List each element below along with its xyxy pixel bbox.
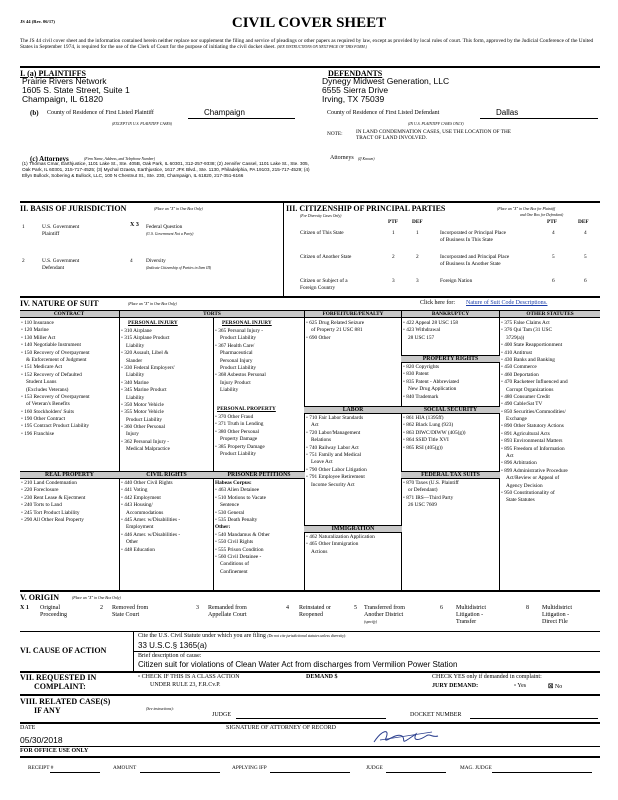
- nature-of-suit-title: IV. NATURE OF SUIT: [20, 299, 99, 308]
- contract-list: ▫ 110 Insurance ▫ 120 Marine ▫ 130 Miller Act ▫ 140 Negotiable Instrument ▫ 150 Recovery of Overpayment & Enforcement of Judgment ▫ 151 Medicare Act ▫ 152 Recovery of Defaulted Student Loans (Excludes Veterans) ▫ 153 Recovery of Overpayment of Veteran's Benefits ▫ 160 Stockholders' Suits ▫ 190 Other Contract ▫ 195 Contract Product Liability ▫ 196 Franchise: [21, 320, 118, 438]
- page-title: CIVIL COVER SHEET: [231, 15, 387, 31]
- nos-560[interactable]: ▫ 560 Civil Detainee -: [215, 553, 262, 560]
- nos-423[interactable]: ▫ 423 Withdrawal: [403, 327, 441, 334]
- class-action-checkbox[interactable]: ▫ CHECK IF THIS IS A CLASS ACTION: [138, 674, 240, 680]
- county-plaintiff-value[interactable]: Champaign: [204, 108, 245, 117]
- citizenship-title: III. CITIZENSHIP OF PRINCIPAL PARTIES: [286, 204, 446, 213]
- nos-460[interactable]: ▫ 460 Deportation: [501, 371, 539, 378]
- origin-option-3-label: Remanded from Appellate Court: [208, 605, 247, 618]
- nos-790[interactable]: ▫ 790 Other Labor Litigation: [306, 466, 367, 473]
- other-statutes-list: ▫ 375 False Claims Act ▫ 376 Qui Tam (31 USC 3729(a)) ▫ 400 State Reapportionment ▫ 410 Antitrust ▫ 430 Banks and Banking ▫ 450 Commerce ▫ 460 Deportation ▫ 470 Racketeer Influenced and Corrupt Organizations ▫ 480 Consumer Credit ▫ 490 Cable/Sat TV ▫ 850 Securities/Commodities/ Exchange ▫ 890 Other Statutory Actions ▫ 891 Agricultural Acts ▫ 893 Environmental Matters ▫ 895 Freedom of Information Act ▫ 896 Arbitration ▫ 899 Administrative Procedure Act/Review or Appeal of Agency Decision ▫ 950 Constitutionality of State Statutes: [501, 320, 599, 505]
- federal-tax-bar: FEDERAL TAX SUITS: [401, 471, 500, 479]
- section-divider: [20, 590, 600, 592]
- jurisdiction-option-4-label: Diversity (Indicate Citizenship of Parties in Item III): [146, 258, 212, 270]
- nos-340[interactable]: ▫ 340 Marine: [121, 379, 149, 386]
- nos-330[interactable]: ▫ 330 Federal Employers': [121, 364, 175, 371]
- county-plaintiff-label: County of Residence of First Listed Plaintiff: [47, 110, 154, 116]
- plaintiff-name-address[interactable]: Prairie Rivers Network 1605 S. State Street, Suite 1 Champaign, IL 61820: [22, 76, 130, 104]
- nos-355[interactable]: ▫ 355 Motor Vehicle: [121, 409, 164, 416]
- citizen-row-1-def[interactable]: 1: [416, 230, 419, 236]
- related-judge-label: JUDGE: [212, 712, 231, 718]
- civil-rights-list: ▫ 440 Other Civil Rights ▫ 441 Voting ▫ 442 Employment ▫ 443 Housing/ Accommodations ▫ 445 Amer. w/Disabilities - Employment ▫ 446 Amer. w/Disabilities - Other ▫ 448 Education: [121, 480, 213, 554]
- nos-240[interactable]: ▫ 240 Torts to Land: [21, 502, 62, 509]
- citizen-row-2-ptf[interactable]: 2: [392, 254, 395, 260]
- nos-422[interactable]: ▫ 422 Appeal 28 USC 158: [403, 320, 458, 326]
- prisoner-bar: PRISONER PETITIONS: [213, 471, 305, 479]
- nos-462[interactable]: ▫ 462 Naturalization Application: [306, 534, 375, 540]
- jurisdiction-option-4[interactable]: 4: [130, 258, 133, 264]
- nos-160[interactable]: ▫ 160 Stockholders' Suits: [21, 408, 75, 415]
- nos-751[interactable]: ▫ 751 Family and Medical: [306, 451, 362, 458]
- jurisdiction-option-2-label: U.S. Government Defendant: [42, 258, 80, 271]
- related-docket-label: DOCKET NUMBER: [410, 712, 462, 718]
- nos-891[interactable]: ▫ 891 Agricultural Acts: [501, 430, 550, 437]
- nos-861[interactable]: ▫ 861 HIA (1395ff): [403, 415, 444, 421]
- nos-440[interactable]: ▫ 440 Other Civil Rights: [121, 480, 173, 486]
- nos-385[interactable]: ▫ 385 Property Damage: [215, 443, 265, 450]
- jurisdiction-option-1-label: U.S. Government Plaintiff: [42, 224, 80, 237]
- nos-864[interactable]: ▫ 864 SSID Title XVI: [403, 437, 449, 444]
- nos-863[interactable]: ▫ 863 DIWC/DIWW (405(g)): [403, 429, 466, 436]
- citizen-row-3-def[interactable]: 3: [416, 278, 419, 284]
- nos-345[interactable]: ▫ 345 Marine Product: [121, 387, 167, 394]
- origin-option-2[interactable]: 2: [100, 605, 103, 611]
- statute-label: Cite the U.S. Civil Statute under which you are filing (Do not cite jurisdictional statutes unless diversity):: [138, 633, 347, 639]
- defendant-attorneys-hint: (If Known): [358, 157, 375, 161]
- nos-368[interactable]: ▫ 368 Asbestos Personal: [215, 372, 266, 379]
- receipt-line: [50, 772, 100, 773]
- nos-220[interactable]: ▫ 220 Foreclosure: [21, 487, 59, 494]
- jury-label: JURY DEMAND:: [432, 683, 479, 689]
- section-divider-vertical: [283, 201, 284, 296]
- civil-rights-bar: CIVIL RIGHTS: [119, 471, 214, 479]
- citizen-row-2-def-2[interactable]: 5: [584, 254, 587, 260]
- ifp-line: [270, 772, 350, 773]
- nos-835[interactable]: ▫ 835 Patent - Abbreviated: [403, 378, 460, 385]
- origin-option-5[interactable]: 5: [354, 605, 357, 611]
- section-divider: [20, 201, 600, 203]
- nos-446[interactable]: ▫ 446 Amer. w/Disabilities -: [121, 531, 181, 538]
- note-text: IN LAND CONDEMNATION CASES, USE THE LOCATION OF THE TRACT OF LAND INVOLVED.: [356, 129, 512, 141]
- section-divider: [20, 722, 600, 724]
- county-defendant-value[interactable]: Dallas: [496, 108, 519, 117]
- citizen-row-1-ptf-2[interactable]: 4: [552, 230, 555, 236]
- origin-title: V. ORIGIN: [20, 593, 59, 602]
- property-rights-bar: PROPERTY RIGHTS: [401, 355, 500, 363]
- statute-line: [133, 651, 600, 652]
- column-divider: [119, 310, 120, 590]
- jurisdiction-hint: (Place an "X" in One Box Only): [154, 207, 203, 211]
- nos-410[interactable]: ▫ 410 Antitrust: [501, 349, 533, 356]
- nos-320[interactable]: ▫ 320 Assault, Libel &: [121, 350, 169, 357]
- county-plaintiff-line: [188, 118, 295, 119]
- jurisdiction-option-3[interactable]: X 3: [130, 222, 139, 228]
- rule-label: UNDER RULE 23, F.R.Cv.P.: [150, 682, 221, 688]
- date-label: DATE: [20, 725, 36, 731]
- nos-820[interactable]: ▫ 820 Copyrights: [403, 364, 440, 370]
- citizen-row-1-def-2[interactable]: 4: [584, 230, 587, 236]
- amount-label: AMOUNT: [113, 765, 137, 771]
- citizen-row-1-left: Citizen of This State: [300, 230, 344, 236]
- nos-895[interactable]: ▫ 895 Freedom of Information: [501, 445, 565, 452]
- nos-210[interactable]: ▫ 210 Land Condemnation: [21, 480, 77, 486]
- origin-option-2-label: Removed from State Court: [112, 605, 149, 618]
- related-title: VIII. RELATED CASE(S) IF ANY: [20, 697, 111, 715]
- citizen-row-2-def[interactable]: 2: [416, 254, 419, 260]
- nos-151[interactable]: ▫ 151 Medicare Act: [21, 364, 63, 371]
- nos-360[interactable]: ▫ 360 Other Personal: [121, 424, 166, 431]
- nos-370[interactable]: ▫ 370 Other Fraud: [215, 414, 254, 420]
- nos-480[interactable]: ▫ 480 Consumer Credit: [501, 393, 550, 400]
- section-divider: [20, 756, 600, 758]
- nos-530[interactable]: ▫ 530 General: [215, 509, 245, 516]
- judge-label: JUDGE: [366, 765, 383, 771]
- nature-of-suit-hint: (Place an "X" in One Box Only): [128, 302, 177, 306]
- citizenship-hint-2: and One Box for Defendant): [520, 213, 564, 217]
- statute-value[interactable]: 33 U.S.C.§ 1365(a): [138, 641, 207, 650]
- nos-540[interactable]: ▫ 540 Mandamus & Other: [215, 531, 270, 538]
- jurisdiction-option-3-label: Federal Question (U.S. Government Not a Party): [146, 224, 194, 236]
- other-statutes-header: OTHER STATUTES: [526, 311, 574, 317]
- note-label: NOTE:: [327, 131, 343, 137]
- related-hint: (See instructions):: [146, 707, 174, 711]
- date-value[interactable]: 05/30/2018: [20, 735, 63, 745]
- personal-property-list: ▫ 370 Other Fraud ▫ 371 Truth in Lending ▫ 380 Other Personal Property Damage ▫ 385 Property Damage Product Liability: [215, 414, 304, 458]
- nos-893[interactable]: ▫ 893 Environmental Matters: [501, 438, 563, 445]
- section-divider: [20, 694, 600, 696]
- nos-365[interactable]: ▫ 365 Personal Injury -: [215, 328, 264, 334]
- origin-option-8[interactable]: 8: [526, 605, 529, 611]
- forfeiture-list: ▫ 625 Drug Related Seizure of Property 21 USC 881 ▫ 690 Other: [306, 320, 400, 342]
- bankruptcy-list: ▫ 422 Appeal 28 USC 158 ▫ 423 Withdrawal 28 USC 157: [403, 320, 498, 342]
- nos-400[interactable]: ▫ 400 State Reapportionment: [501, 342, 563, 349]
- mag-judge-line: [492, 772, 592, 773]
- nos-690[interactable]: ▫ 690 Other: [306, 334, 331, 341]
- labor-bar: LABOR: [304, 406, 402, 414]
- section-divider: [20, 631, 600, 632]
- jury-yes[interactable]: ▫ Yes: [514, 683, 527, 689]
- nos-950[interactable]: ▫ 950 Constitutionality of: [501, 489, 555, 496]
- nos-430[interactable]: ▫ 430 Banks and Banking: [501, 356, 555, 363]
- brief-value[interactable]: Citizen suit for violations of Clean Water Act from discharges from Vermilion Power Station: [138, 660, 458, 669]
- nature-of-suit-link[interactable]: Nature of Suit Code Descriptions.: [466, 300, 548, 306]
- nos-350[interactable]: ▫ 350 Motor Vehicle: [121, 401, 164, 408]
- nos-120[interactable]: ▫ 120 Marine: [21, 327, 49, 334]
- intro-text: The JS 44 civil cover sheet and the information contained herein neither replace nor supplement the filing and service of pleadings or other papers as required by law, except as provided by local rules of court. This form, approved by the Judicial Conference of the United States in September 1974, is required for the use of the Clerk of Court for the purpose of initiating the civil docket sheet. (SEE INSTRUCTIONS ON NEXT PAGE OF THIS FORM.): [20, 38, 594, 50]
- nos-367[interactable]: ▫ 367 Health Care/: [215, 342, 255, 349]
- receipt-label: RECEIPT #: [28, 765, 54, 771]
- defendant-name-address[interactable]: Dynegy Midwest Generation, LLC 6555 Sierra Drive Irving, TX 75039: [322, 76, 450, 104]
- nos-470[interactable]: ▫ 470 Racketeer Influenced and: [501, 379, 568, 386]
- nos-443[interactable]: ▫ 443 Housing/: [121, 502, 153, 509]
- requested-title: VII. REQUESTED IN COMPLAINT:: [20, 673, 97, 691]
- nos-376[interactable]: ▫ 376 Qui Tam (31 USC: [501, 327, 552, 334]
- nos-840[interactable]: ▫ 840 Trademark: [403, 393, 439, 400]
- defendant-attorneys-label: Attorneys: [330, 155, 354, 161]
- county-plaintiff-note: (EXCEPT IN U.S. PLAINTIFF CASES): [112, 122, 173, 126]
- origin-hint: (Place an "X" in One Box Only): [72, 596, 121, 600]
- section-divider: [20, 671, 600, 673]
- citizen-row-3-right: Foreign Nation: [440, 278, 473, 284]
- signature-image: [372, 726, 442, 748]
- judge-line: [386, 772, 446, 773]
- federal-tax-list: ▫ 870 Taxes (U.S. Plaintiff or Defendant) ▫ 871 IRS—Third Party 26 USC 7609: [403, 480, 498, 510]
- plaintiffs-label: I. (a) PLAINTIFFS: [20, 69, 87, 78]
- column-divider: [213, 318, 214, 590]
- origin-option-6-label: Multidistrict Litigation - Transfer: [456, 605, 486, 625]
- nos-465[interactable]: ▫ 465 Other Immigration: [306, 541, 359, 548]
- origin-option-1[interactable]: X 1: [20, 605, 29, 611]
- nos-445[interactable]: ▫ 445 Amer. w/Disabilities -: [121, 516, 181, 523]
- nos-152[interactable]: ▫ 152 Recovery of Defaulted: [21, 371, 82, 378]
- nos-896[interactable]: ▫ 896 Arbitration: [501, 460, 537, 467]
- personal-injury-header: PERSONAL INJURY: [128, 320, 178, 326]
- nos-625[interactable]: ▫ 625 Drug Related Seizure: [306, 320, 365, 326]
- def-header-2: DEF: [578, 219, 589, 225]
- nos-190[interactable]: ▫ 190 Other Contract: [21, 416, 66, 423]
- nos-555[interactable]: ▫ 555 Prison Condition: [215, 546, 264, 553]
- nos-710[interactable]: ▫ 710 Fair Labor Standards: [306, 415, 364, 421]
- diversity-note: (For Diversity Cases Only): [300, 214, 342, 218]
- citizen-row-2-ptf-2[interactable]: 5: [552, 254, 555, 260]
- nos-899[interactable]: ▫ 899 Administrative Procedure: [501, 467, 568, 474]
- form-id: JS 44 (Rev. 06/17): [20, 19, 55, 24]
- personal-property-header: PERSONAL PROPERTY: [217, 406, 276, 412]
- citizen-row-1-ptf[interactable]: 1: [392, 230, 395, 236]
- b-label: (b): [30, 109, 39, 117]
- ptf-header-2: PTF: [547, 219, 558, 225]
- jurisdiction-title: II. BASIS OF JURISDICTION: [20, 204, 127, 213]
- origin-option-4[interactable]: 4: [286, 605, 289, 611]
- nos-865[interactable]: ▫ 865 RSI (405(g)): [403, 444, 443, 451]
- cause-title: VI. CAUSE OF ACTION: [20, 646, 107, 655]
- citizen-row-3-ptf[interactable]: 3: [392, 278, 395, 284]
- nos-150[interactable]: ▫ 150 Recovery of Overpayment: [21, 349, 90, 356]
- jury-check-label: CHECK YES only if demanded in complaint:: [432, 674, 542, 680]
- personal-injury-list: ▫ 310 Airplane ▫ 315 Airplane Product Liability ▫ 320 Assault, Libel & Slander ▫ 330 Federal Employers' Liability ▫ 340 Marine ▫ 345 Marine Product Liability ▫ 350 Motor Vehicle ▫ 355 Motor Vehicle Product Liability ▫ 360 Other Personal Injury ▫ 362 Personal Injury - Medical Malpractice: [121, 328, 213, 454]
- nos-110[interactable]: ▫ 110 Insurance: [21, 320, 54, 326]
- jury-no[interactable]: ☒ No: [548, 684, 563, 690]
- column-divider: [304, 310, 305, 590]
- personal-injury-2-header: PERSONAL INJURY: [222, 320, 272, 326]
- citizen-row-3-def-2[interactable]: 6: [584, 278, 587, 284]
- immigration-bar: IMMIGRATION: [304, 525, 402, 533]
- nos-535[interactable]: ▫ 535 Death Penalty: [215, 516, 258, 523]
- county-defendant-note: (IN U.S. PLAINTIFF CASES ONLY): [408, 122, 464, 126]
- jurisdiction-option-1[interactable]: 1: [22, 224, 25, 230]
- nos-140[interactable]: ▫ 140 Negotiable Instrument: [21, 342, 81, 349]
- citizen-row-3-ptf-2[interactable]: 6: [552, 278, 555, 284]
- nos-448[interactable]: ▫ 448 Education: [121, 546, 155, 553]
- column-divider: [401, 310, 402, 590]
- county-defendant-label: County of Residence of First Listed Defendant: [327, 110, 440, 116]
- origin-option-4-label: Reinstated or Reopened: [299, 605, 331, 618]
- nos-850[interactable]: ▫ 850 Securities/Commodities/: [501, 408, 566, 415]
- section-divider: [20, 296, 600, 298]
- nos-153[interactable]: ▫ 153 Recovery of Overpayment: [21, 393, 90, 400]
- citizen-row-2-left: Citizen of Another State: [300, 254, 352, 260]
- related-docket-line: [470, 718, 598, 719]
- def-header: DEF: [412, 219, 423, 225]
- defendants-label: DEFENDANTS: [328, 69, 383, 78]
- nos-450[interactable]: ▫ 450 Commerce: [501, 364, 537, 371]
- nos-362[interactable]: ▫ 362 Personal Injury -: [121, 438, 170, 445]
- nos-195[interactable]: ▫ 195 Contract Product Liability: [21, 423, 90, 430]
- origin-option-5-label: Transferred from Another District (specify): [364, 605, 405, 624]
- origin-option-8-label: Multidistrict Litigation - Direct File: [542, 605, 572, 625]
- column-divider: [499, 310, 500, 590]
- social-security-list: [403, 415, 498, 452]
- citizen-row-1-right: Incorporated or Principal Place of Business In This State: [440, 230, 507, 243]
- torts-header: TORTS: [203, 311, 221, 317]
- nos-315[interactable]: ▫ 315 Airplane Product: [121, 335, 170, 342]
- personal-injury-2-list: ▫ 365 Personal Injury - Product Liability ▫ 367 Health Care/ Pharmaceutical Personal Injury Product Liability ▫ 368 Asbestos Personal Injury Product Liability: [215, 328, 304, 395]
- nos-245[interactable]: ▫ 245 Tort Product Liability: [21, 509, 80, 516]
- nos-196[interactable]: ▫ 196 Franchise: [21, 430, 55, 437]
- jurisdiction-option-2[interactable]: 2: [22, 258, 25, 264]
- nos-441[interactable]: ▫ 441 Voting: [121, 487, 148, 494]
- social-security-bar: SOCIAL SECURITY: [401, 406, 500, 414]
- bankruptcy-header: BANKRUPTCY: [431, 311, 470, 317]
- prisoner-list: Habeas Corpus: ▫ 463 Alien Detainee ▫ 510 Motions to Vacate Sentence ▫ 530 General ▫ 535 Death Penalty Other: ▫ 540 Mandamus & Other ▫ 550 Civil Rights ▫ 555 Prison Condition ▫ 560 Civil Detainee - Conditions of Confinement: [215, 480, 304, 576]
- county-defendant-line: [480, 118, 598, 119]
- amount-line: [140, 772, 220, 773]
- property-rights-list: ▫ 820 Copyrights ▫ 830 Patent ▫ 835 Patent - Abbreviated New Drug Application ▫ 840 Trademark: [403, 364, 498, 401]
- related-judge-line: [236, 718, 386, 719]
- brief-label: Brief description of cause:: [138, 653, 202, 659]
- ptf-header: PTF: [388, 219, 399, 225]
- nos-463[interactable]: ▫ 463 Alien Detainee: [215, 487, 260, 494]
- real-property-list: [21, 480, 118, 524]
- ifp-label: APPLYING IFP: [232, 765, 267, 771]
- signature-label: SIGNATURE OF ATTORNEY OF RECORD: [226, 725, 337, 731]
- nos-740[interactable]: ▫ 740 Railway Labor Act: [306, 444, 359, 451]
- labor-list: ▫ 710 Fair Labor Standards Act ▫ 720 Labor/Management Relations ▫ 740 Railway Labor Act ▫ 751 Family and Medical Leave Act ▫ 790 Other Labor Litigation ▫ 791 Employee Retirement Income Security Act: [306, 415, 400, 489]
- nos-871[interactable]: ▫ 871 IRS—Third Party: [403, 494, 454, 501]
- origin-option-3[interactable]: 3: [196, 605, 199, 611]
- real-property-bar: REAL PROPERTY: [20, 471, 119, 479]
- contract-header: CONTRACT: [53, 311, 85, 317]
- nos-442[interactable]: ▫ 442 Employment: [121, 494, 161, 501]
- mag-judge-label: MAG. JUDGE: [460, 765, 492, 771]
- nos-890[interactable]: ▫ 890 Other Statutory Actions: [501, 423, 564, 430]
- nos-550[interactable]: ▫ 550 Civil Rights: [215, 539, 254, 546]
- nos-230[interactable]: ▫ 230 Rent Lease & Ejectment: [21, 494, 86, 501]
- office-use-label: FOR OFFICE USE ONLY: [20, 748, 89, 754]
- signature-rule: [20, 746, 600, 747]
- nos-830[interactable]: ▫ 830 Patent: [403, 371, 429, 378]
- citizenship-hint: (Place an "X" in One Box for Plaintiff: [497, 207, 555, 211]
- demand-label: DEMAND $: [306, 674, 338, 680]
- origin-option-6[interactable]: 6: [440, 605, 443, 611]
- citizen-row-3-left: Citizen or Subject of a Foreign Country: [300, 278, 348, 291]
- nos-510[interactable]: ▫ 510 Motions to Vacate: [215, 494, 266, 501]
- c-label: (c) Attorneys: [30, 155, 69, 163]
- nos-375[interactable]: ▫ 375 False Claims Act: [501, 320, 550, 326]
- origin-option-1-label: Original Proceeding: [40, 605, 67, 618]
- nature-of-suit-link-prefix: Click here for:: [420, 300, 455, 306]
- nos-380[interactable]: ▫ 380 Other Personal: [215, 428, 260, 435]
- forfeiture-header: FORFEITURE/PENALTY: [322, 311, 384, 317]
- nos-130[interactable]: ▫ 130 Miller Act: [21, 334, 56, 341]
- c-hint: (Firm Name, Address, and Telephone Number): [84, 157, 156, 161]
- nos-371[interactable]: ▫ 371 Truth in Lending: [215, 421, 264, 428]
- nos-720[interactable]: ▫ 720 Labor/Management: [306, 429, 361, 436]
- attorneys-text[interactable]: (1) Thomas Cmar, Earthjustice, 1101 Lake St., Ste. 405B, Oak Park, IL 60301, 312-257-9338; (2) Jennifer Cassel, 1101 Lake St., Ste. 305, Oak Park, IL 60301, 215-717-4525; (3) Mychal Ozaeta, Earthjustice, 1617 JFK Blvd., Ste. 1130, Philadelphia, PA 19103, 215-717-4529; (4) Ellyn Bullock, Sobering & Bullock, LLC, 100 N Chestnut St., Ste. 230, Champaign, IL 61820, 217-351-6166: [22, 161, 310, 178]
- citizen-row-2-right: Incorporated and Principal Place of Business In Another State: [440, 254, 510, 267]
- nos-490[interactable]: ▫ 490 Cable/Sat TV: [501, 401, 543, 408]
- nos-870[interactable]: ▫ 870 Taxes (U.S. Plaintiff: [403, 480, 459, 486]
- nos-791[interactable]: ▫ 791 Employee Retirement: [306, 474, 365, 481]
- section-divider: [20, 66, 600, 68]
- nos-310[interactable]: ▫ 310 Airplane: [121, 328, 152, 334]
- immigration-list: ▫ 462 Naturalization Application ▫ 465 Other Immigration Actions: [306, 534, 400, 556]
- nos-290[interactable]: ▫ 290 All Other Real Property: [21, 516, 84, 523]
- nos-862[interactable]: ▫ 862 Black Lung (923): [403, 422, 454, 429]
